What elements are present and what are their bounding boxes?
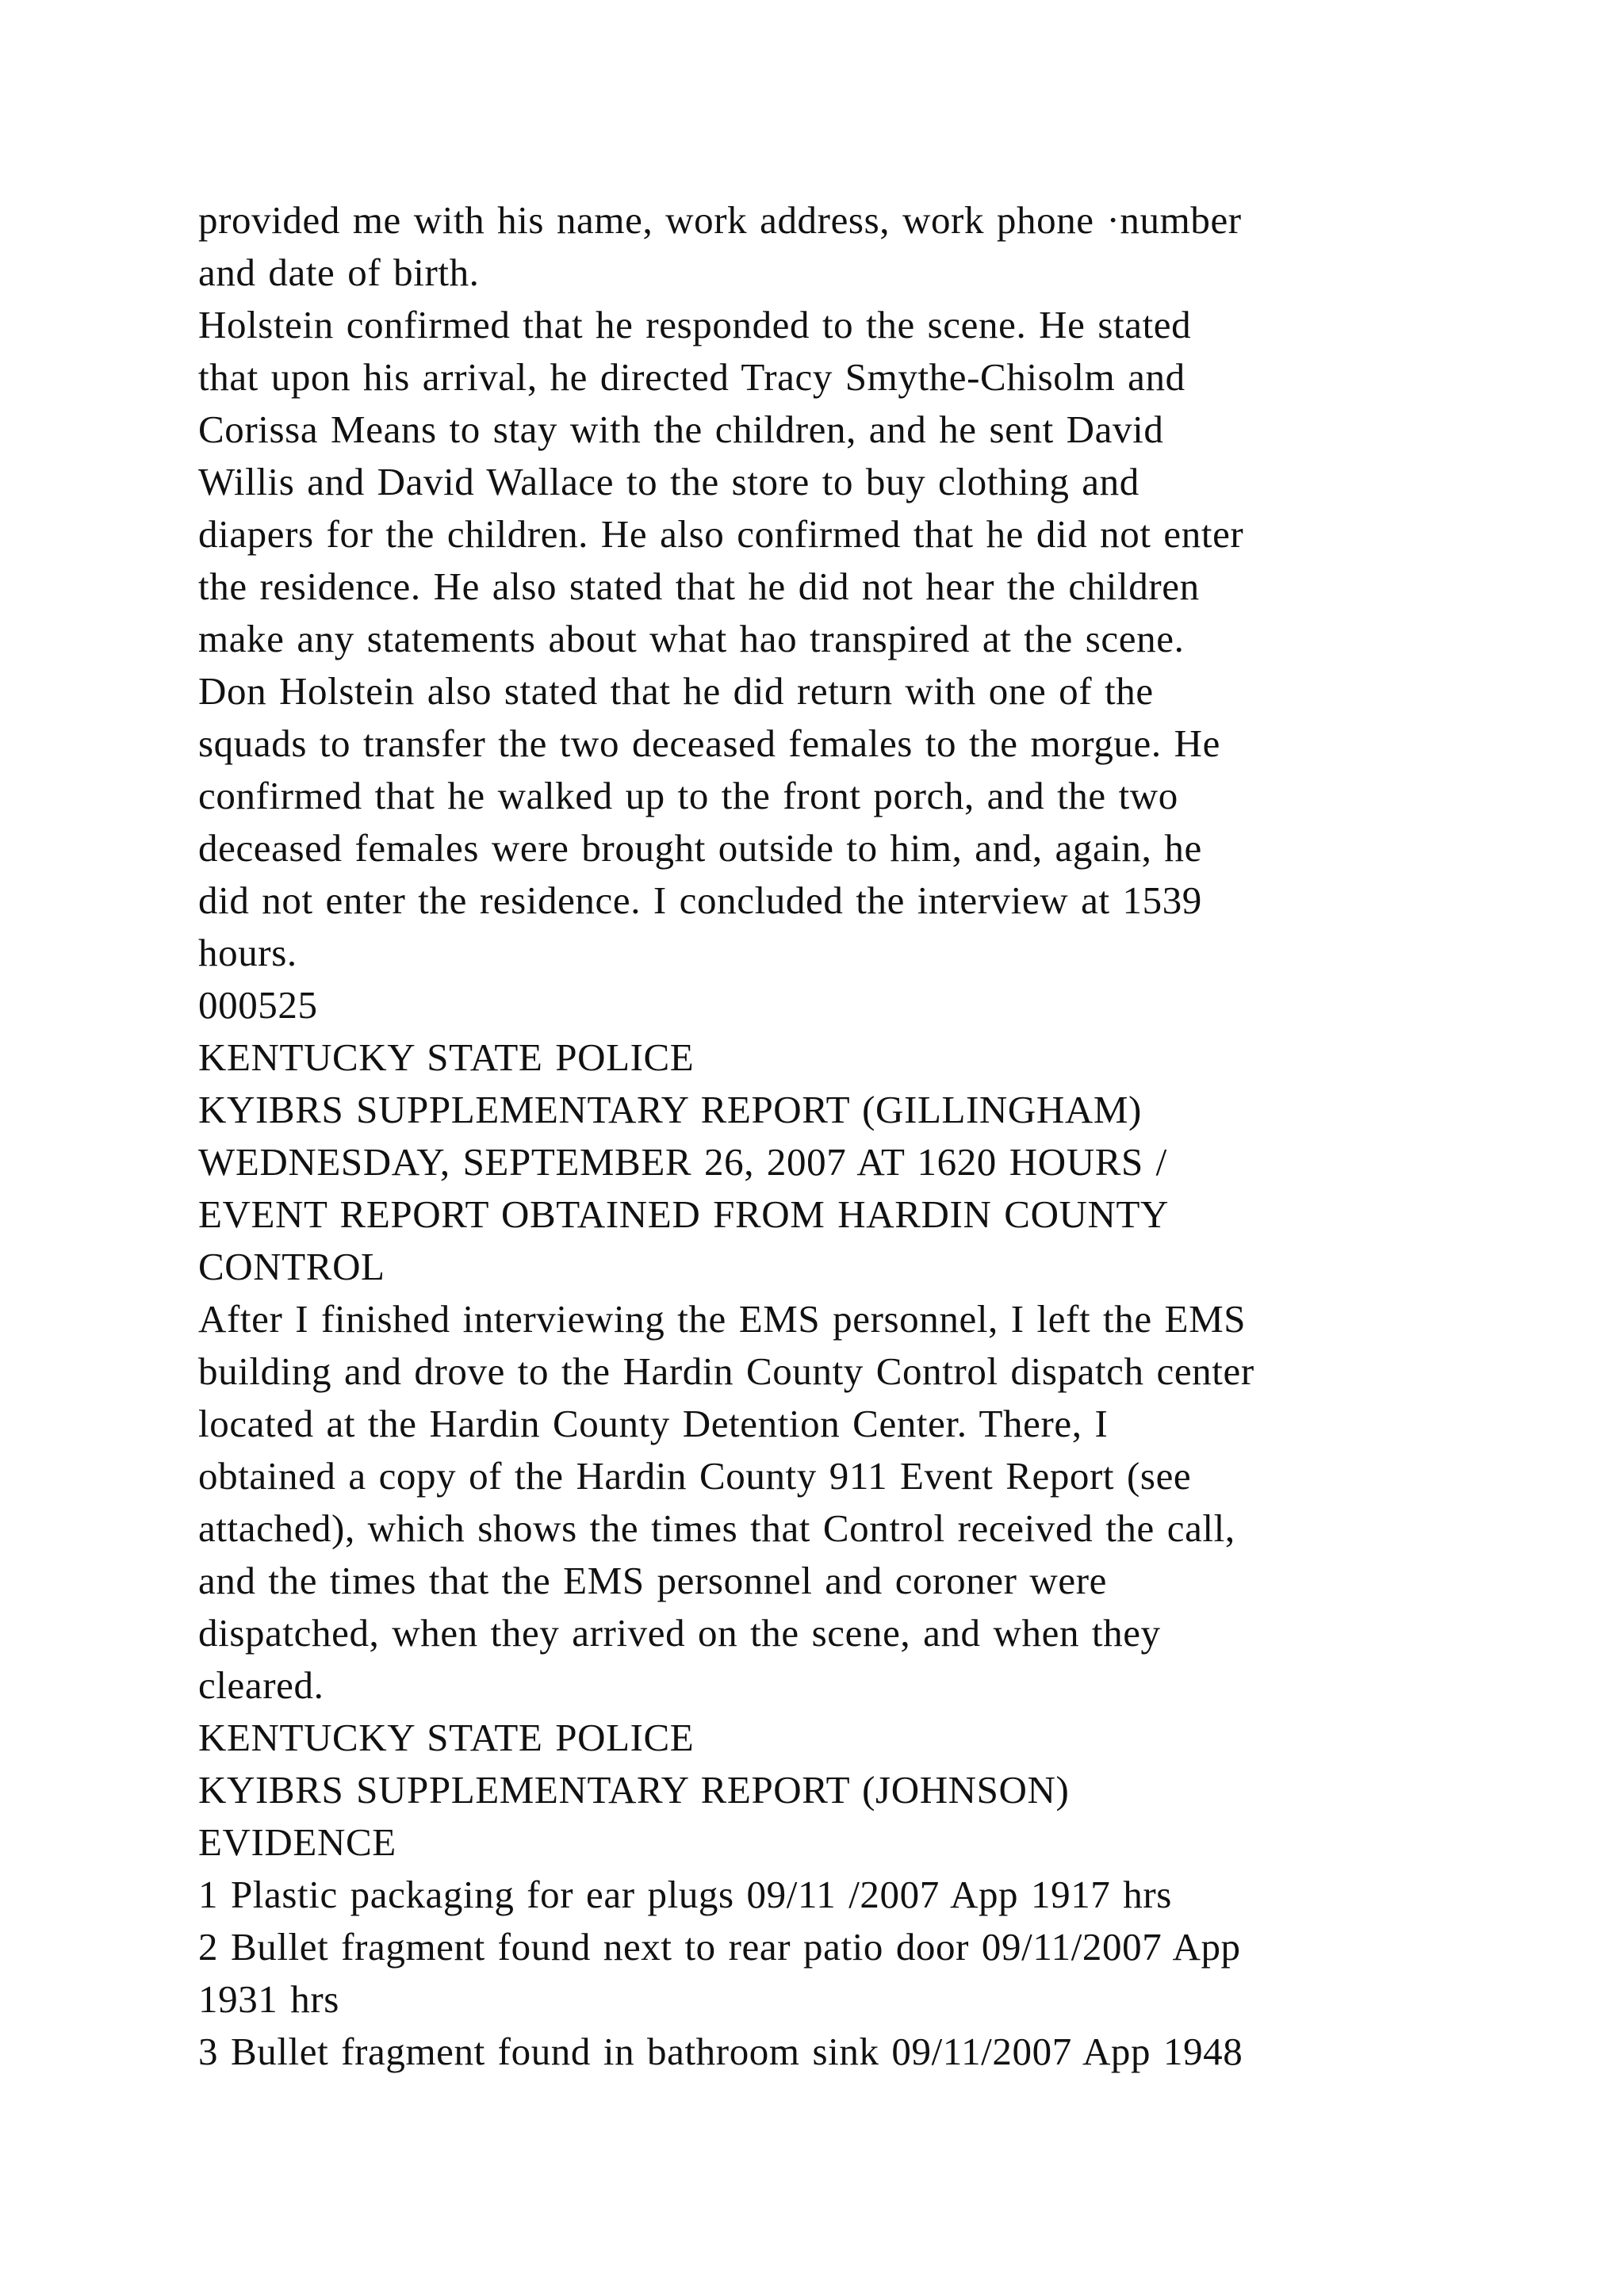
section-heading: EVIDENCE <box>198 1820 396 1864</box>
text-line: building and drove to the Hardin County Control dispatch center <box>198 1349 1254 1393</box>
section-heading: KYIBRS SUPPLEMENTARY REPORT (JOHNSON) <box>198 1768 1070 1812</box>
text-line: obtained a copy of the Hardin County 911 Event Report (see <box>198 1454 1192 1498</box>
text-line: deceased females were brought outside to him, and, again, he <box>198 826 1202 870</box>
page-number: 000525 <box>198 983 318 1027</box>
text-line: and the times that the EMS personnel and coroner were <box>198 1559 1107 1602</box>
evidence-item: 3 Bullet fragment found in bathroom sink 09/11/2007 App 1948 <box>198 2030 1243 2073</box>
evidence-item: 2 Bullet fragment found next to rear patio door 09/11/2007 App <box>198 1925 1241 1969</box>
section-heading: WEDNESDAY, SEPTEMBER 26, 2007 AT 1620 HOURS / <box>198 1140 1167 1184</box>
text-line: and date of birth. <box>198 251 480 294</box>
text-line: dispatched, when they arrived on the scene, and when they <box>198 1611 1161 1655</box>
evidence-item: 1 Plastic packaging for ear plugs 09/11 /2007 App 1917 hrs <box>198 1873 1172 1916</box>
text-line: located at the Hardin County Detention Center. There, I <box>198 1402 1109 1445</box>
text-line: attached), which shows the times that Control received the call, <box>198 1506 1235 1550</box>
text-line: Don Holstein also stated that he did return with one of the <box>198 669 1154 713</box>
text-line: After I finished interviewing the EMS personnel, I left the EMS <box>198 1297 1247 1341</box>
text-line: that upon his arrival, he directed Tracy Smythe-Chisolm and <box>198 355 1185 399</box>
section-heading: EVENT REPORT OBTAINED FROM HARDIN COUNTY <box>198 1192 1170 1236</box>
text-line: make any statements about what hao transpired at the scene. <box>198 617 1185 660</box>
document-body <box>198 194 1467 2078</box>
text-line: provided me with his name, work address, work phone ·number <box>198 198 1242 242</box>
text-line: Corissa Means to stay with the children, and he sent David <box>198 408 1164 451</box>
evidence-item: 1931 hrs <box>198 1977 339 2021</box>
text-line: squads to transfer the two deceased females to the morgue. He <box>198 721 1220 765</box>
text-line: did not enter the residence. I concluded the interview at 1539 <box>198 878 1202 922</box>
text-line: Holstein confirmed that he responded to the scene. He stated <box>198 303 1192 346</box>
section-heading: KENTUCKY STATE POLICE <box>198 1035 695 1079</box>
text-line: Willis and David Wallace to the store to buy clothing and <box>198 460 1139 503</box>
section-heading: KENTUCKY STATE POLICE <box>198 1716 695 1759</box>
section-heading: CONTROL <box>198 1245 385 1288</box>
text-line: hours. <box>198 931 297 974</box>
text-line: the residence. He also stated that he did not hear the children <box>198 564 1200 608</box>
text-line: confirmed that he walked up to the front porch, and the two <box>198 774 1178 817</box>
text-line: diapers for the children. He also confirmed that he did not enter <box>198 512 1244 556</box>
text-line: cleared. <box>198 1663 324 1707</box>
section-heading: KYIBRS SUPPLEMENTARY REPORT (GILLINGHAM) <box>198 1088 1142 1131</box>
